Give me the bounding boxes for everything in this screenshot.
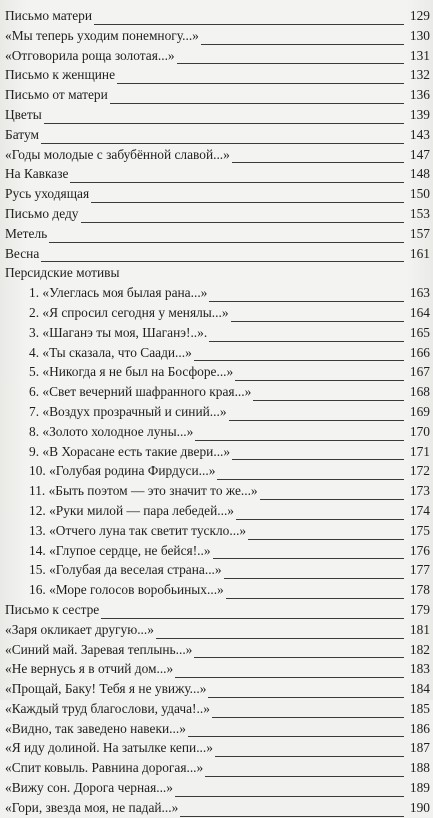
dot-leader	[208, 697, 404, 698]
toc-entry-title: 12. «Руки милой — пара лебедей...»	[29, 502, 234, 518]
dot-leader	[110, 103, 404, 104]
toc-entry-title: Персидские мотивы	[5, 265, 120, 281]
toc-entry	[5, 46, 430, 66]
toc-entry-page-number: 147	[409, 146, 430, 162]
dot-leader	[117, 83, 404, 84]
toc-entry-page-number: 161	[409, 245, 430, 261]
toc-entry-page-number: 174	[409, 502, 430, 518]
dot-leader	[209, 341, 404, 342]
toc-entry	[5, 283, 430, 303]
toc-entry-page-number: 136	[409, 87, 430, 103]
dot-leader	[195, 440, 404, 441]
toc-entry-title: «Не вернусь я в отчий дом...»	[5, 661, 174, 677]
toc-entry-title: Весна	[5, 245, 40, 261]
toc-entry	[5, 699, 430, 719]
dot-leader	[41, 261, 404, 262]
toc-entry-page-number: 153	[409, 205, 430, 221]
dot-leader	[91, 202, 404, 203]
toc-entry	[5, 659, 430, 679]
toc-entry	[5, 758, 430, 778]
table-of-contents	[5, 6, 430, 818]
toc-entry-title: 7. «Воздух прозрачный и синий...»	[29, 403, 227, 419]
toc-entry	[5, 461, 430, 481]
toc-entry-page-number: 165	[409, 324, 430, 340]
toc-entry-page-number: 181	[409, 621, 430, 637]
toc-entry-page-number: 168	[409, 384, 430, 400]
toc-entry	[5, 164, 430, 184]
dot-leader	[235, 380, 404, 381]
dot-leader	[248, 539, 404, 540]
toc-entry-title: «Видно, так заведено навеки...»	[5, 720, 186, 736]
toc-entry	[5, 620, 430, 640]
toc-entry-title: 15. «Голубая да веселая страна...»	[29, 562, 222, 578]
toc-entry-title: «Я иду долиной. На затылке кепи...»	[5, 740, 213, 756]
toc-entry	[5, 501, 430, 521]
toc-entry	[5, 105, 430, 125]
toc-entry-page-number: 148	[409, 166, 430, 182]
dot-leader	[194, 360, 404, 361]
dot-leader	[232, 162, 404, 163]
toc-entry-title: «Каждый труд благослови, удача!..»	[5, 700, 210, 716]
toc-entry-title: Письмо деду	[5, 205, 79, 221]
toc-entry-title: 10. «Голубая родина Фирдуси...»	[29, 463, 216, 479]
toc-entry-page-number: 190	[409, 799, 430, 815]
toc-entry	[5, 442, 430, 462]
toc-entry	[5, 125, 430, 145]
dot-leader	[194, 657, 404, 658]
dot-leader	[213, 558, 404, 559]
toc-entry-page-number: 184	[409, 681, 430, 697]
toc-entry-title: Батум	[5, 126, 39, 142]
toc-entry	[5, 145, 430, 165]
toc-entry-page-number: 150	[409, 186, 430, 202]
toc-entry-title: Метель	[5, 225, 48, 241]
toc-entry-page-number: 169	[409, 403, 430, 419]
toc-entry	[5, 65, 430, 85]
toc-entry-page-number: 175	[409, 522, 430, 538]
toc-entry-title: 6. «Свет вечерний шафранного края...»	[29, 384, 252, 400]
toc-entry	[5, 521, 430, 541]
toc-entry-page-number: 178	[409, 582, 430, 598]
dot-leader	[231, 321, 404, 322]
toc-entry	[5, 382, 430, 402]
toc-entry-title: Письмо к женщине	[5, 67, 116, 83]
dot-leader	[229, 420, 404, 421]
toc-entry	[5, 323, 430, 343]
toc-entry-title: 4. «Ты сказала, что Саади...»	[29, 344, 192, 360]
toc-entry	[5, 224, 430, 244]
toc-entry-page-number: 164	[409, 304, 430, 320]
dot-leader	[81, 222, 405, 223]
toc-entry-page-number: 139	[409, 106, 430, 122]
dot-leader	[156, 638, 404, 639]
toc-entry-title: 8. «Золото холодное луны...»	[29, 423, 194, 439]
toc-entry-page-number: 183	[409, 661, 430, 677]
dot-leader	[253, 400, 404, 401]
toc-entry	[5, 541, 430, 561]
toc-section-heading	[5, 263, 430, 283]
dot-leader	[232, 459, 404, 460]
toc-entry-title: 11. «Быть поэтом — это значит то же...»	[29, 483, 258, 499]
dot-leader	[236, 519, 404, 520]
toc-entry-page-number: 130	[409, 27, 430, 43]
toc-entry	[5, 184, 430, 204]
toc-entry-title: «Годы молодые с забубённой славой...»	[5, 146, 230, 162]
toc-entry-title: «Мы теперь уходим понемногу...»	[5, 27, 199, 43]
toc-entry	[5, 85, 430, 105]
dot-leader	[177, 63, 404, 64]
toc-entry	[5, 798, 430, 818]
toc-entry-title: Письмо матери	[5, 8, 93, 23]
toc-entry-title: Письмо к сестре	[5, 601, 100, 617]
toc-entry-page-number: 143	[409, 126, 430, 142]
toc-entry-page-number: 129	[409, 8, 430, 23]
toc-entry-page-number: 182	[409, 641, 430, 657]
toc-entry	[5, 640, 430, 660]
toc-entry-title: «Прощай, Баку! Тебя я не увижу...»	[5, 681, 207, 697]
toc-entry-title: 5. «Никогда я не был на Босфоре...»	[29, 364, 234, 380]
dot-leader	[101, 618, 404, 619]
dot-leader	[41, 143, 404, 144]
toc-entry	[5, 422, 430, 442]
toc-entry-title: Письмо от матери	[5, 87, 108, 103]
toc-entry	[5, 560, 430, 580]
toc-entry-title: На Кавказе	[5, 166, 69, 182]
toc-entry	[5, 204, 430, 224]
toc-entry-page-number: 185	[409, 700, 430, 716]
dot-leader	[94, 24, 404, 25]
dot-leader	[201, 44, 404, 45]
toc-entry-title: «Синий май. Заревая теплынь...»	[5, 641, 193, 657]
toc-entry-page-number: 188	[409, 760, 430, 776]
toc-entry	[5, 481, 430, 501]
toc-entry-title: «Заря окликает другую...»	[5, 621, 154, 637]
dot-leader	[215, 756, 404, 757]
dot-leader	[175, 677, 404, 678]
toc-entry-title: «Спит ковыль. Равнина дорогая...»	[5, 760, 204, 776]
toc-entry-title: 2. «Я спросил сегодня у менялы...»	[29, 304, 229, 320]
toc-entry-page-number: 186	[409, 720, 430, 736]
toc-entry-page-number: 173	[409, 483, 430, 499]
toc-entry-title: 16. «Море голосов воробьиных...»	[29, 582, 224, 598]
toc-entry-title: 14. «Глупое сердце, не бейся!..»	[29, 542, 211, 558]
toc-entry-page-number: 177	[409, 562, 430, 578]
toc-entry-page-number: 131	[409, 47, 430, 63]
toc-entry	[5, 580, 430, 600]
toc-entry-title: «Гори, звезда моя, не падай...»	[5, 799, 179, 815]
toc-entry-title: 1. «Улеглась моя былая рана...»	[29, 285, 208, 301]
toc-entry-title: Цветы	[5, 106, 42, 122]
toc-entry-title: «Вижу сон. Дорога черная...»	[5, 780, 173, 796]
toc-entry-page-number: 171	[409, 443, 430, 459]
toc-entry	[5, 362, 430, 382]
toc-entry	[5, 303, 430, 323]
dot-leader	[44, 123, 404, 124]
toc-entry-page-number: 157	[409, 225, 430, 241]
toc-entry-page-number: 167	[409, 364, 430, 380]
toc-entry-page-number: 166	[409, 344, 430, 360]
toc-entry-title: 3. «Шаганэ ты моя, Шаганэ!..».	[29, 324, 208, 340]
toc-entry	[5, 6, 430, 26]
toc-entry-page-number: 170	[409, 423, 430, 439]
toc-entry-title: «Отговорила роща золотая...»	[5, 47, 175, 63]
dot-leader	[224, 578, 404, 579]
dot-leader	[226, 598, 404, 599]
toc-entry	[5, 600, 430, 620]
toc-entry-page-number: 189	[409, 780, 430, 796]
dot-leader	[205, 776, 404, 777]
toc-entry-title: 13. «Отчего луна так светит тускло...»	[29, 522, 247, 538]
toc-entry-page-number: 179	[409, 601, 430, 617]
dot-leader	[212, 717, 404, 718]
dot-leader	[180, 816, 404, 817]
dot-leader	[209, 301, 404, 302]
dot-leader	[175, 796, 404, 797]
dot-leader	[49, 242, 404, 243]
dot-leader	[217, 479, 404, 480]
dot-leader	[188, 736, 404, 737]
toc-entry	[5, 778, 430, 798]
toc-entry	[5, 402, 430, 422]
toc-entry	[5, 738, 430, 758]
toc-entry	[5, 26, 430, 46]
toc-entry-title: 9. «В Хорасане есть такие двери...»	[29, 443, 231, 459]
toc-entry-page-number: 187	[409, 740, 430, 756]
toc-entry	[5, 244, 430, 264]
toc-entry	[5, 719, 430, 739]
toc-entry-page-number: 176	[409, 542, 430, 558]
dot-leader	[70, 182, 404, 183]
toc-entry	[5, 679, 430, 699]
toc-entry-page-number: 132	[409, 67, 430, 83]
toc-entry-page-number: 172	[409, 463, 430, 479]
dot-leader	[260, 499, 404, 500]
toc-entry-page-number: 163	[409, 285, 430, 301]
toc-entry-title: Русь уходящая	[5, 186, 90, 202]
toc-entry	[5, 343, 430, 363]
